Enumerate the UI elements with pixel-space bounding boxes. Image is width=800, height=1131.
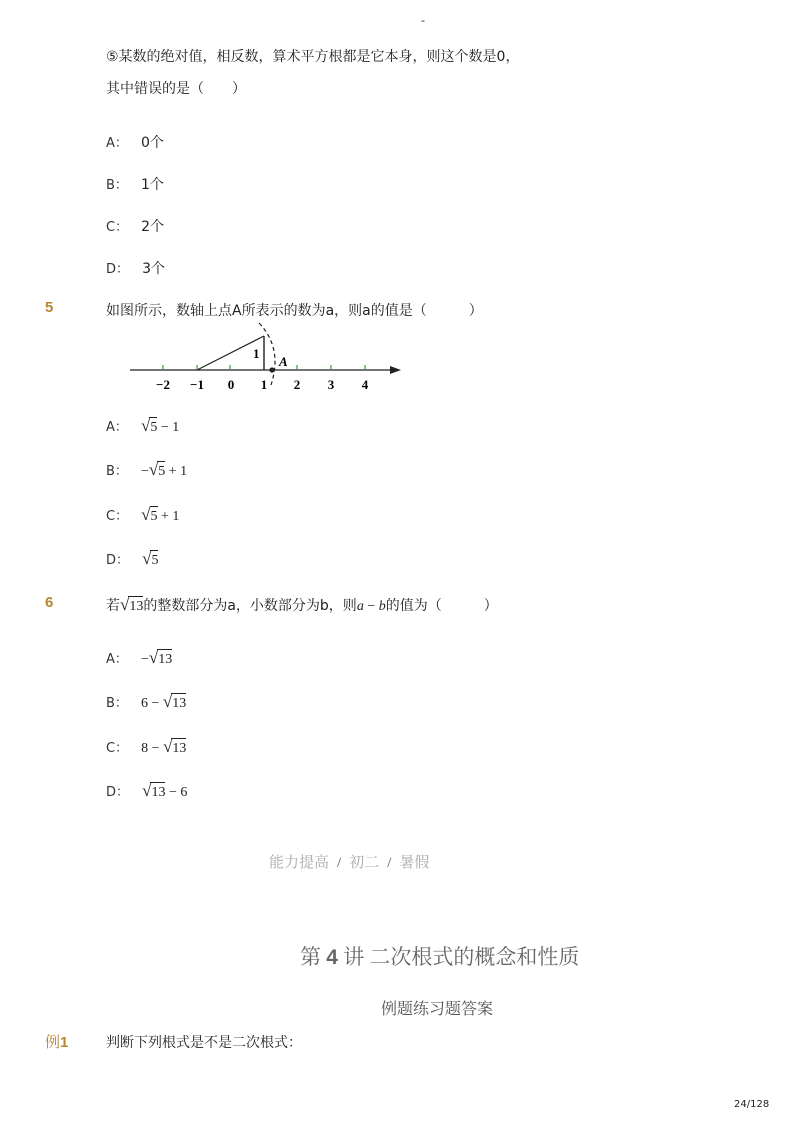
option-text: 2个 xyxy=(141,219,165,235)
option-math: 6 − √13 xyxy=(141,692,187,711)
option-label: A： xyxy=(106,420,128,435)
breadcrumb-item: 暑假 xyxy=(399,855,430,871)
option-label: A： xyxy=(106,136,128,151)
tick-label: 1 xyxy=(260,377,268,392)
option-math: 8 − √13 xyxy=(141,737,187,756)
option-math: √5 − 1 xyxy=(141,416,180,435)
lecture-title: 第 4 讲 二次根式的概念和性质 xyxy=(300,945,580,969)
option-text: 0个 xyxy=(141,135,164,151)
option-label: B： xyxy=(106,178,128,193)
option-label: A： xyxy=(106,652,128,667)
point-label: A xyxy=(279,354,288,369)
tick-label: −2 xyxy=(156,377,170,392)
point-a-dot xyxy=(269,367,274,372)
axis-arrow-icon xyxy=(390,366,401,374)
q6-option-c[interactable] xyxy=(106,737,186,757)
number-line-figure xyxy=(120,318,410,400)
breadcrumb-item: 初二 xyxy=(349,855,380,871)
example-text: 判断下列根式是不是二次根式： xyxy=(106,1035,302,1051)
q6-option-d[interactable] xyxy=(106,781,187,801)
q5-option-b[interactable] xyxy=(106,460,187,480)
section-subtitle: 例题练习题答案 xyxy=(381,1001,494,1018)
header-mark: - xyxy=(421,14,425,27)
q4-option-a[interactable] xyxy=(106,132,164,152)
q5-number: 5 xyxy=(45,299,54,316)
option-text: 1个 xyxy=(141,177,164,193)
option-label: C： xyxy=(106,220,129,235)
option-text: 3个 xyxy=(142,261,166,277)
option-math: √13 − 6 xyxy=(142,781,188,800)
footer-breadcrumb xyxy=(269,851,429,872)
q5-option-d[interactable] xyxy=(106,549,158,569)
q6-option-b[interactable] xyxy=(106,692,186,712)
q5-option-a[interactable] xyxy=(106,416,179,436)
tick-label: 4 xyxy=(361,377,369,392)
tick-label: 3 xyxy=(327,377,335,392)
option-label: D： xyxy=(106,262,130,277)
option-label: B： xyxy=(106,464,128,479)
q5-option-c[interactable] xyxy=(106,505,179,525)
q6-option-a[interactable] xyxy=(106,648,172,668)
breadcrumb-separator: / xyxy=(387,855,392,871)
tick-label: 2 xyxy=(293,377,301,392)
option-label: D： xyxy=(106,553,130,568)
arc-dashed xyxy=(259,323,275,385)
option-label: C： xyxy=(106,509,129,524)
q4-option-c[interactable] xyxy=(106,216,164,236)
q4-option-b[interactable] xyxy=(106,174,164,194)
option-math: √5 + 1 xyxy=(141,505,180,524)
q6-sqrt: √13 xyxy=(120,595,144,614)
tick-label: −1 xyxy=(190,377,204,392)
option-math: −√13 xyxy=(141,648,173,667)
q4-statement-5: ⑤某数的绝对值，相反数，算术平方根都是它本身，则这个数是0， xyxy=(106,49,520,65)
option-math: √5 xyxy=(142,549,159,568)
page-number: 24/128 xyxy=(734,1099,770,1110)
q6-number: 6 xyxy=(45,594,54,611)
example-label: 例1 xyxy=(45,1034,69,1051)
tick-label: 0 xyxy=(227,377,235,392)
option-math: −√5 + 1 xyxy=(141,460,188,479)
option-label: C： xyxy=(106,741,129,756)
option-label: D： xyxy=(106,785,130,800)
breadcrumb-separator: / xyxy=(337,855,342,871)
q4-question: 其中错误的是（ ） xyxy=(106,81,246,97)
q5-question: 如图所示，数轴上点A所表示的数为a，则a的值是（ ） xyxy=(106,303,483,319)
q6-question: 若√13的整数部分为a，小数部分为b，则a − b的值为（ ） xyxy=(106,595,498,614)
option-label: B： xyxy=(106,696,128,711)
breadcrumb-item: 能力提高 xyxy=(269,855,330,871)
side-label: 1 xyxy=(253,346,260,361)
q4-option-d[interactable] xyxy=(106,258,165,278)
